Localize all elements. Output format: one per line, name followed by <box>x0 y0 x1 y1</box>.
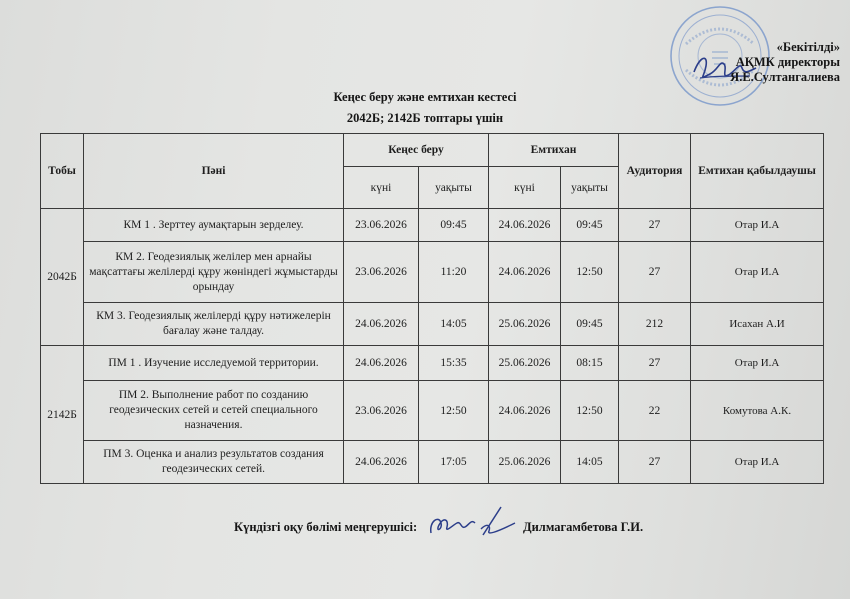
approval-director-name: Я.Е.Султангалиева <box>730 70 840 84</box>
table-row <box>41 441 824 484</box>
exam-time-cell: 12:50 <box>561 381 619 441</box>
exam-date-cell: 25.06.2026 <box>489 346 561 381</box>
approval-block <box>730 40 840 85</box>
subject-cell: ПМ 1 . Изучение исследуемой территории. <box>84 346 344 381</box>
table-row <box>41 303 824 346</box>
header-consultation-date: күні <box>344 167 419 209</box>
room-cell: 27 <box>619 346 691 381</box>
exam-time-cell: 12:50 <box>561 242 619 303</box>
consultation-time-cell: 15:35 <box>419 346 489 381</box>
consultation-time-cell: 11:20 <box>419 242 489 303</box>
exam-date-cell: 24.06.2026 <box>489 381 561 441</box>
header-consultation: Кеңес беру <box>344 134 489 167</box>
department-head-signature-icon <box>425 503 517 543</box>
header-examiner: Емтихан қабылдаушы <box>691 134 824 209</box>
group-cell: 2142Б <box>41 346 84 484</box>
header-room: Аудитория <box>619 134 691 209</box>
header-exam-time: уақыты <box>561 167 619 209</box>
approval-label: «Бекітілді» <box>776 40 840 54</box>
group-cell: 2042Б <box>41 209 84 346</box>
exam-time-cell: 14:05 <box>561 441 619 484</box>
header-subject: Пәні <box>84 134 344 209</box>
table-row <box>41 346 824 381</box>
header-exam-date: күні <box>489 167 561 209</box>
exam-date-cell: 24.06.2026 <box>489 209 561 242</box>
room-cell: 27 <box>619 209 691 242</box>
document-title: Кеңес беру және емтихан кестесі <box>333 90 517 104</box>
consultation-time-cell: 12:50 <box>419 381 489 441</box>
room-cell: 22 <box>619 381 691 441</box>
subject-cell: ПМ 2. Выполнение работ по созданию геодезических сетей и сетей специального назначения. <box>84 381 344 441</box>
examiner-cell: Комутова А.К. <box>691 381 824 441</box>
examiner-cell: Отар И.А <box>691 242 824 303</box>
consultation-date-cell: 24.06.2026 <box>344 346 419 381</box>
consultation-time-cell: 09:45 <box>419 209 489 242</box>
schedule-table <box>40 133 824 484</box>
examiner-cell: Отар И.А <box>691 209 824 242</box>
room-cell: 27 <box>619 441 691 484</box>
room-cell: 212 <box>619 303 691 346</box>
examiner-cell: Исахан А.И <box>691 303 824 346</box>
document-subtitle: 2042Б; 2142Б топтары үшін <box>346 111 504 125</box>
exam-date-cell: 24.06.2026 <box>489 242 561 303</box>
header-consultation-time: уақыты <box>419 167 489 209</box>
bleed-through-text <box>560 42 563 54</box>
table-row <box>41 242 824 303</box>
header-group: Тобы <box>41 134 84 209</box>
exam-time-cell: 09:45 <box>561 303 619 346</box>
consultation-date-cell: 24.06.2026 <box>344 303 419 346</box>
header-row <box>41 134 824 167</box>
consultation-time-cell: 14:05 <box>419 303 489 346</box>
table-row <box>41 381 824 441</box>
consultation-time-cell: 17:05 <box>419 441 489 484</box>
subject-cell: ПМ 3. Оценка и анализ результатов создания геодезических сетей. <box>84 441 344 484</box>
consultation-date-cell: 23.06.2026 <box>344 242 419 303</box>
room-cell: 27 <box>619 242 691 303</box>
subject-cell: КМ 1 . Зерттеу аумақтарын зерделеу. <box>84 209 344 242</box>
table-row <box>41 209 824 242</box>
examiner-cell: Отар И.А <box>691 346 824 381</box>
exam-time-cell: 09:45 <box>561 209 619 242</box>
exam-date-cell: 25.06.2026 <box>489 441 561 484</box>
approval-position: АҚМК директоры <box>735 55 840 69</box>
consultation-date-cell: 24.06.2026 <box>344 441 419 484</box>
subject-cell: КМ 2. Геодезиялық желілер мен арнайы мақсаттағы желілерді құру жөніндегі жұмыстарды орындау <box>84 242 344 303</box>
footer-name: Дилмагамбетова Г.И. <box>523 520 644 534</box>
exam-time-cell: 08:15 <box>561 346 619 381</box>
examiner-cell: Отар И.А <box>691 441 824 484</box>
footer-position: Күндізгі оқу бөлімі меңгерушісі: <box>234 520 418 534</box>
header-exam: Емтихан <box>489 134 619 167</box>
subject-cell: КМ 3. Геодезиялық желілерді құру нәтижелерін бағалау және талдау. <box>84 303 344 346</box>
consultation-date-cell: 23.06.2026 <box>344 209 419 242</box>
consultation-date-cell: 23.06.2026 <box>344 381 419 441</box>
exam-date-cell: 25.06.2026 <box>489 303 561 346</box>
